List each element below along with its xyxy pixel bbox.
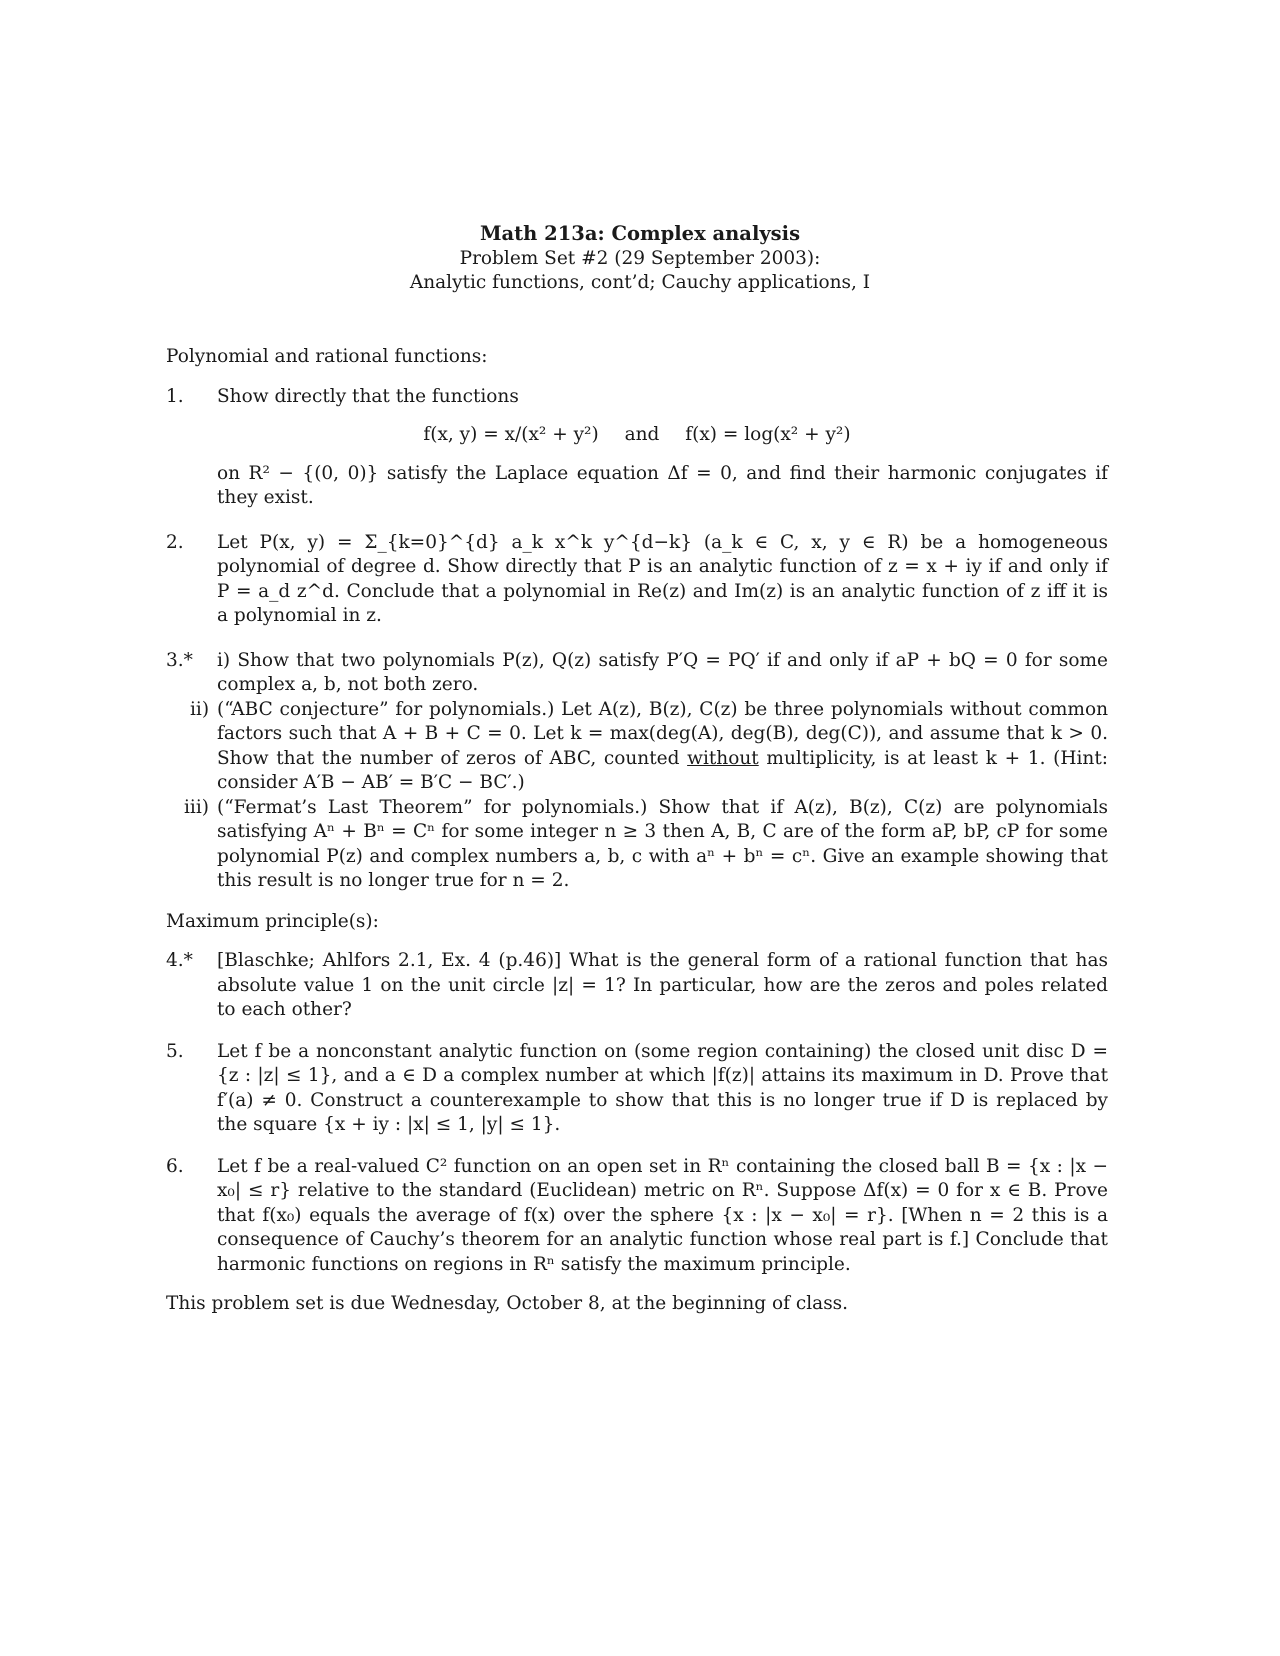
- equation-and: and: [624, 424, 660, 445]
- part-iii-text: (“Fermat’s Last Theorem” for polynomials.) Show that if A(z), B(z), C(z) are polynomials satisfying Aⁿ + Bⁿ = Cⁿ for some integer n ≥ 3 then A, B, C are of the form aP, bP, cP for some polynomial P(z) and complex numbers a, b, c with aⁿ + bⁿ = cⁿ. Give an example showing that this result is no longer true for n = 2.: [217, 796, 1108, 891]
- equation-1: f(x, y) = x/(x² + y²): [423, 424, 599, 445]
- part-label: ii): [190, 698, 210, 720]
- problem-list: [166, 345, 1108, 1317]
- underlined-word: without: [687, 747, 759, 769]
- display-equation: [166, 423, 1108, 448]
- due-date-note: This problem set is due Wednesday, October 8, at the beginning of class.: [166, 1293, 849, 1314]
- part-label: iii): [184, 796, 209, 818]
- part-ii-text-b: multiplicity, is at least k + 1. (Hint: consider A′B − AB′ = B′C − BC′.): [217, 747, 1109, 793]
- part-label: i): [217, 649, 231, 671]
- part-i-text: Show that two polynomials P(z), Q(z) satisfy P′Q = PQ′ if and only if aP + bQ = 0 for some complex a, b, not both zero.: [217, 649, 1108, 695]
- problem-number: 6.: [166, 1155, 184, 1177]
- problem-4-body: [Blaschke; Ahlfors 2.1, Ex. 4 (p.46)] What is the general form of a rational function that has absolute value 1 on the unit circle |z| = 1? In particular, how are the zeros and poles related to each other?: [217, 950, 1108, 1020]
- problem-2: [166, 531, 1108, 629]
- problem-3-part-i: [217, 649, 1108, 698]
- problem-1: [166, 385, 1108, 511]
- problem-5: [166, 1040, 1108, 1138]
- problem-5-body: Let f be a nonconstant analytic function on (some region containing) the closed unit disc D = {z : |z| ≤ 1}, and a ∈ D a complex number at which |f(z)| attains its maximum in D. Prove that f′(a) ≠ 0. Construct a counterexample to show that this is no longer true if D is replaced by the square {x + iy : |x| ≤ 1, |y| ≤ 1}.: [217, 1040, 1108, 1135]
- section-heading-maximum: Maximum principle(s):: [166, 910, 379, 932]
- problem-number: 2.: [166, 531, 184, 553]
- problem-3-part-ii: [190, 698, 1109, 796]
- problem-number: 3.*: [166, 649, 193, 671]
- section-heading-polynomial: Polynomial and rational functions:: [166, 346, 488, 367]
- part-ii-text-a: (“ABC conjecture” for polynomials.) Let A(z), B(z), C(z) be three polynomials without common factors such that A + B + C = 0. Let k = max(deg(A), deg(B), deg(C)), and assume that k > 0. Show that the number of zeros of ABC, counted: [217, 698, 1108, 769]
- problem-3-part-iii: [184, 796, 1108, 894]
- problem-6: [166, 1155, 1108, 1278]
- problem-2-body: Let P(x, y) = Σ_{k=0}^{d} a_k x^k y^{d−k} (a_k ∈ C, x, y ∈ R) be a homogeneous polynomial of degree d. Show directly that P is an analytic function of z = x + iy if and only if P = a_d z^d. Conclude that a polynomial in Re(z) and Im(z) is an analytic function of z iff it is a polynomial in z.: [217, 531, 1108, 626]
- problem-number: 4.*: [166, 950, 193, 971]
- problem-number: 1.: [166, 385, 184, 407]
- header: [0, 222, 1280, 296]
- course-title: Math 213a: Complex analysis: [479, 222, 801, 245]
- problem-3: [166, 649, 1108, 894]
- topic-title: Analytic functions, cont’d; Cauchy applications, I: [409, 272, 871, 293]
- problem-1-body: on R² − {(0, 0)} satisfy the Laplace equation Δf = 0, and find their harmonic conjugates if they exist.: [217, 462, 1108, 508]
- problem-6-body: Let f be a real-valued C² function on an open set in Rⁿ containing the closed ball B = {x : |x − x₀| ≤ r} relative to the standard (Euclidean) metric on Rⁿ. Suppose Δf(x) = 0 for x ∈ B. Prove that f(x₀) equals the average of f(x) over the sphere {x : |x − x₀| = r}. [When n = 2 this is a consequence of Cauchy’s theorem for an analytic function whose real part is f.] Conclude that harmonic functions on regions in Rⁿ satisfy the maximum principle.: [217, 1155, 1108, 1275]
- problem-set-title: Problem Set #2 (29 September 2003):: [459, 247, 821, 269]
- problem-number: 5.: [166, 1040, 184, 1062]
- problem-1-intro: Show directly that the functions: [217, 385, 519, 407]
- equation-2: f(x) = log(x² + y²): [685, 424, 851, 445]
- problem-4: [166, 949, 1108, 1023]
